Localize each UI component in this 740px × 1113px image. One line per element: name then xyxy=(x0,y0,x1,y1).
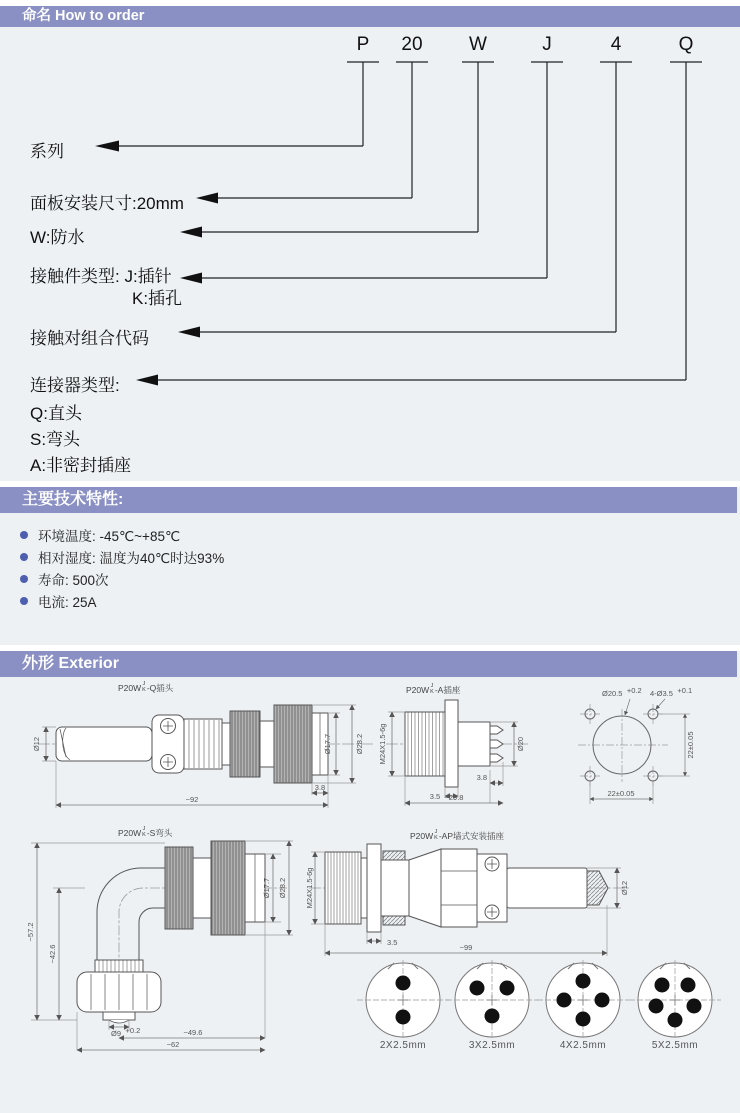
dim-outer-dia: Ø28.2 xyxy=(355,733,364,755)
dim-holes: 4-Ø3.5 xyxy=(650,689,673,698)
contact-3x xyxy=(446,960,538,1040)
drawing-panel-cutout xyxy=(568,678,740,808)
dim-inner-dia: Ø17.7 xyxy=(323,733,332,755)
spec-life: 寿命: 500次 xyxy=(38,573,109,588)
spec-temp: 环境温度: -45℃~+85℃ xyxy=(38,529,181,544)
contact-label-2x: 2X2.5mm xyxy=(379,1040,427,1051)
order-code-W: W xyxy=(469,34,487,55)
dim-length: ~99 xyxy=(459,943,473,952)
section-header-naming xyxy=(0,6,740,27)
bullet-icon xyxy=(20,553,28,561)
dim-cable-dia: Ø12 xyxy=(620,880,629,896)
spec-row-humidity xyxy=(20,549,224,565)
order-label-contact-k: K:插孔 xyxy=(132,289,183,308)
naming-title: 命名 How to order xyxy=(22,8,145,24)
order-label-combo: 接触对组合代码 xyxy=(30,329,149,348)
bullet-icon xyxy=(20,597,28,605)
arrow-panel xyxy=(196,193,218,204)
section-header-exterior xyxy=(0,651,737,677)
spec-humidity: 相对湿度: 温度为40℃时达93% xyxy=(38,551,225,566)
order-label-contact: 接触件类型: J:插针 xyxy=(30,267,172,286)
dim-flange: 3.5 xyxy=(387,938,398,947)
arrow-series xyxy=(95,141,119,152)
order-code-20: 20 xyxy=(401,34,423,55)
order-code-J: J xyxy=(542,34,552,55)
specs-title: 主要技术特性: xyxy=(22,491,124,508)
svg-text:Ø9 +0.2 xyxy=(111,1023,140,1040)
dim-inner-dia: Ø17.7 xyxy=(262,877,271,899)
dim-thread: M24X1.5-6g xyxy=(378,723,387,765)
bullet-icon xyxy=(20,575,28,583)
order-label-conn-q: Q:直头 xyxy=(30,404,82,423)
contact-label-4x: 4X2.5mm xyxy=(559,1040,607,1051)
drawing-title-a: P20W J K -A插座 xyxy=(406,683,461,695)
order-code-lines xyxy=(0,30,740,480)
exterior-title: 外形 Exterior xyxy=(22,655,119,672)
dim-length: ~29.8 xyxy=(444,793,464,802)
dim-pitch-h: 22±0.05 xyxy=(607,789,635,798)
arrow-conn xyxy=(136,375,158,386)
dim-cable-dia: Ø12 xyxy=(32,736,41,752)
dim-cable-dia: Ø9 xyxy=(111,1029,122,1038)
svg-text:4-Ø3.5 +0.1 xyxy=(650,683,692,700)
dim-dia20: Ø20 xyxy=(516,736,525,752)
dim-thread: M24X1.5-6g xyxy=(305,867,314,909)
order-label-series: 系列 xyxy=(30,142,64,161)
dim-gap: 3.8 xyxy=(314,783,326,792)
dim-cable-tol: +0.2 xyxy=(125,1026,141,1035)
contact-label-5x: 5X2.5mm xyxy=(651,1040,699,1051)
order-label-water: W:防水 xyxy=(30,228,85,247)
drawing-s-elbow xyxy=(25,836,317,1054)
contact-4x xyxy=(537,960,629,1040)
dim-height: ~57.2 xyxy=(26,922,35,942)
spec-row-current xyxy=(20,593,97,609)
dim-outer-dia: Ø28.2 xyxy=(278,877,287,899)
contact-5x xyxy=(629,960,721,1040)
spec-row-life xyxy=(20,571,109,587)
order-code-4: 4 xyxy=(610,34,622,55)
arrow-water xyxy=(180,227,202,238)
drawing-ap-socket xyxy=(303,838,637,960)
dim-holes-tol: +0.1 xyxy=(677,686,693,695)
order-label-conn: 连接器类型: xyxy=(30,376,120,395)
order-code-Q: Q xyxy=(678,34,694,55)
spec-current: 电流: 25A xyxy=(38,595,97,610)
pin-socket-stack: J K xyxy=(142,681,146,693)
contact-2x xyxy=(357,960,449,1040)
section-header-specs xyxy=(0,487,737,513)
model-prefix: P20W xyxy=(118,683,142,693)
bullet-icon xyxy=(20,531,28,539)
order-label-conn-a: A:非密封插座 xyxy=(30,456,132,475)
dim-hole-tol: +0.2 xyxy=(626,686,642,695)
drawing-title-s: P20W J K -S弯头 xyxy=(118,826,173,838)
svg-text:Ø20.5 +0.2 xyxy=(602,683,642,700)
dim-len2: ~62 xyxy=(166,1040,180,1049)
arrow-combo xyxy=(178,327,200,338)
spec-row-temp xyxy=(20,527,180,543)
contact-arrangements xyxy=(362,960,740,1042)
order-code-P: P xyxy=(356,34,370,55)
dim-flange: 3.5 xyxy=(429,792,441,801)
order-label-panel: 面板安装尺寸:20mm xyxy=(30,194,184,213)
dim-len1: ~49.6 xyxy=(183,1028,203,1037)
drawing-a-socket xyxy=(378,696,558,814)
arrow-contact xyxy=(180,273,202,284)
model-suffix: -Q插头 xyxy=(146,683,174,693)
dim-height2: ~42.6 xyxy=(48,944,57,964)
dim-tab: 3.8 xyxy=(476,773,487,782)
dim-length: ~92 xyxy=(185,795,199,804)
dim-pitch-v: 22±0.05 xyxy=(686,731,695,759)
order-label-conn-s: S:弯头 xyxy=(30,430,81,449)
contact-label-3x: 3X2.5mm xyxy=(468,1040,516,1051)
drawing-title-ap: P20W J K -AP墙式安装插座 xyxy=(410,829,504,841)
drawing-title-q xyxy=(118,682,173,694)
dim-hole: Ø20.5 xyxy=(602,689,623,698)
